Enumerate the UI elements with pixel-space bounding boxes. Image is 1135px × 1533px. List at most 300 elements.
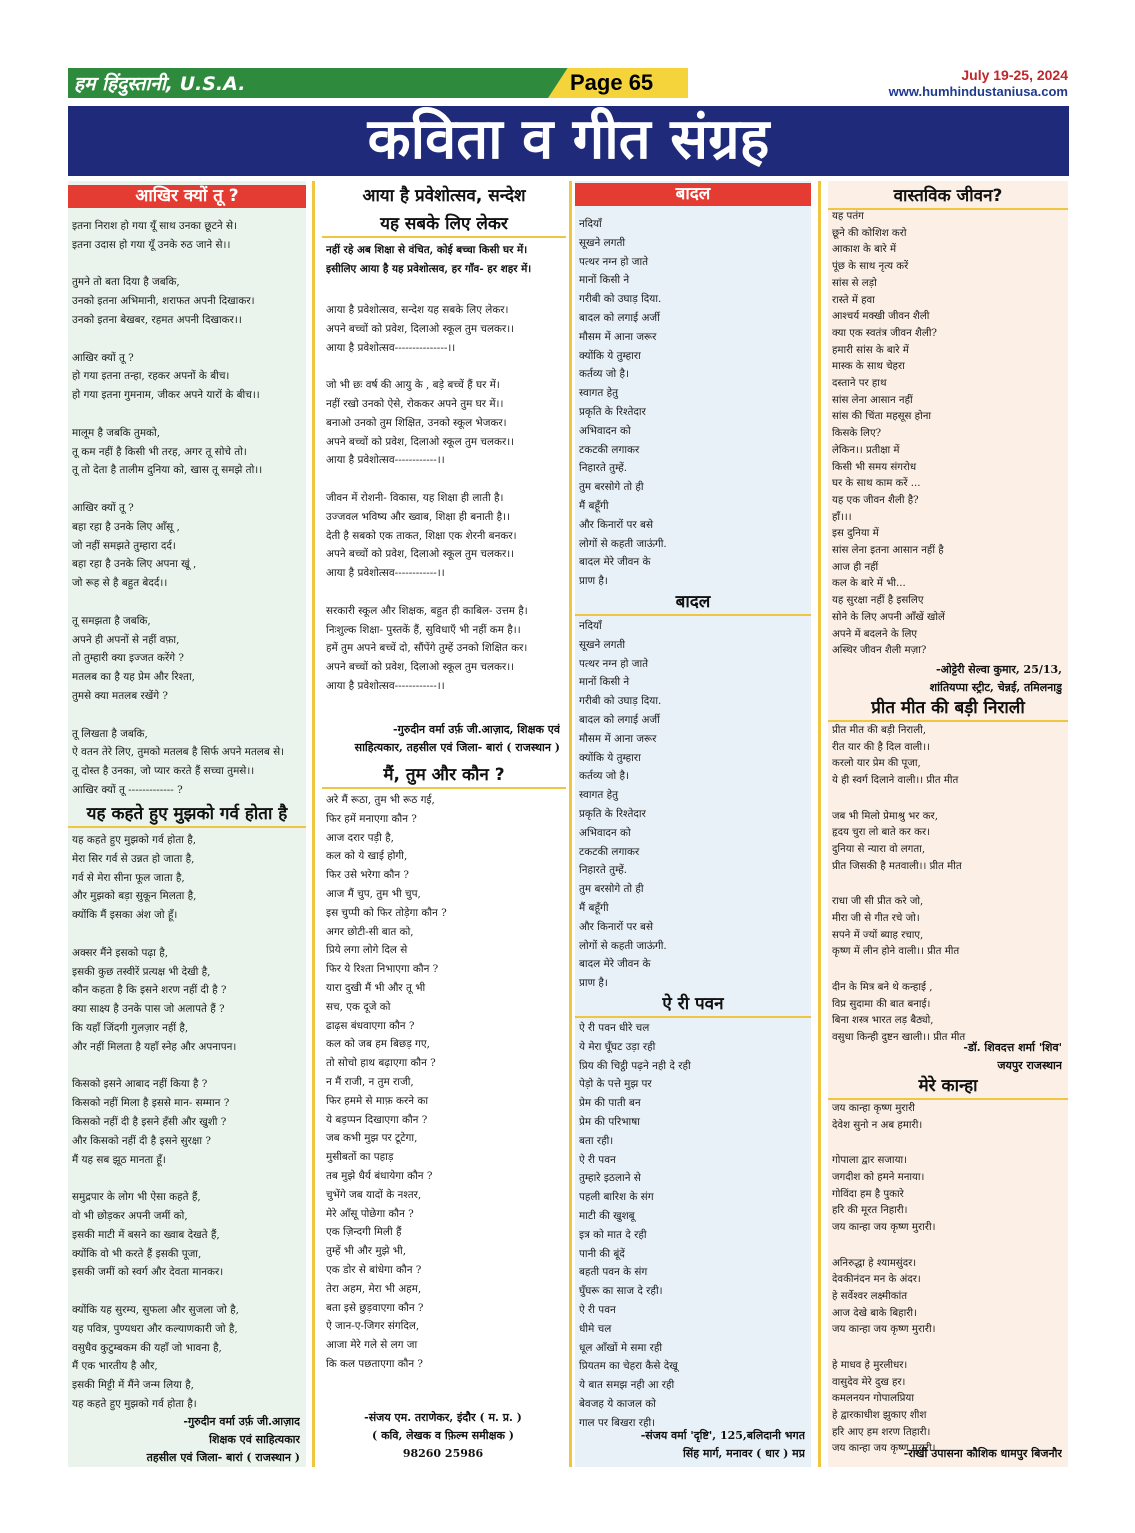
poem-line: स्वागत हेतु xyxy=(579,789,619,802)
poem-line: चुभेंगे जब यादों के नश्तर, xyxy=(326,1188,422,1201)
poem-line: इसकी माटी में बसने का ख्वाब देखते हैं, xyxy=(72,1228,220,1241)
poem-line: ढाढ़स बंधवाएगा कौन ? xyxy=(326,1019,415,1032)
poem-line: मास्क के साथ चेहरा xyxy=(832,361,905,373)
poem-line: टकटकी लगाकर xyxy=(579,845,640,858)
poem-line: तू दोस्त है उनका, जो प्यार करते हैं सच्चा तुमसे।। xyxy=(72,765,255,778)
poem-line: आज दरार पड़ी है, xyxy=(326,831,394,844)
poem-line: अभिवादन को xyxy=(579,826,631,839)
poem-line: बादल मेरे जीवन के xyxy=(579,556,651,569)
poem-line: बहती पवन के संग xyxy=(579,1266,648,1279)
poem-line: मैं एक भारतीय है और, xyxy=(72,1360,158,1373)
poem-line: प्रेम की पाती बन xyxy=(579,1097,641,1110)
poem-line: आया है प्रवेशोत्सव------------।। xyxy=(326,567,445,580)
credit-line: -राखी उपासना कौशिक धामपुर बिजनौर xyxy=(903,1447,1062,1460)
poem-line: हो गया इतना गुमनाम, जीकर अपने यारों के बीच।। xyxy=(72,389,260,402)
poem-line: आज मैं चुप, तुम भी चुप, xyxy=(326,887,421,900)
poem-line: यह कहते हुए मुझको गर्व होता है, xyxy=(72,834,197,846)
poem-line: ये बड़प्पन दिखाएगा कौन ? xyxy=(326,1113,428,1126)
poem-line xyxy=(72,405,302,424)
poem-line: निहारते तुम्हें. xyxy=(579,462,628,475)
poem-line: गरीबी को उघाड़ दिया. xyxy=(579,293,662,306)
poem-line: वसुधा किन्ही दुष्टन खाली।। प्रीत मीत xyxy=(832,1031,966,1043)
poem-line: प्राण है। xyxy=(579,575,608,588)
poem-title-preet: प्रीत मीत की बड़ी निराली xyxy=(828,697,1068,722)
poem-line: निहारते तुम्हें. xyxy=(579,864,628,877)
poem-line: कर्तव्य जो है। xyxy=(579,368,629,381)
poem-line xyxy=(326,583,562,602)
poem-line: प्रियतम का चेहरा कैसे देखू xyxy=(579,1360,678,1373)
poem-badal-1 xyxy=(579,215,807,591)
poem-line: मेरे आँसू पोछेगा कौन ? xyxy=(326,1207,414,1220)
credit-kanha xyxy=(832,1445,1062,1463)
poem-line: किसको इसने आबाद नहीं किया है ? xyxy=(72,1078,208,1091)
poem-line: जय कान्हा जय कृष्ण मुरारी। xyxy=(832,1222,936,1234)
poem-line: आया है प्रवेशोत्सव, सन्देश यह सबके लिए लेकर। xyxy=(326,304,509,316)
poem-line: सपने में ज्यों ब्याह रचाए, xyxy=(832,929,924,941)
credit-main xyxy=(326,1409,560,1463)
poem-line: हमारी सांस के बारे में xyxy=(832,344,909,356)
poem-line: नदियाँ xyxy=(579,620,602,632)
poem-line: इसकी मिट्टी में मैंने जन्म लिया है, xyxy=(72,1379,194,1392)
poem-line: तू लिखता है जबकि, xyxy=(72,727,148,740)
credit-line: शांतियप्पा स्ट्रीट, चेन्नई, तमिलनाडु xyxy=(929,681,1062,694)
poem-line: सांस से लड़ो xyxy=(832,277,877,289)
poem-line: किसके लिए? xyxy=(832,428,882,440)
poem-preet xyxy=(832,723,1064,1047)
poem-line: हरि आए हम शरण तिहारी। xyxy=(832,1426,931,1438)
poem-line: रीत यार की है दिल वाली।। xyxy=(832,741,930,753)
poem-line: नहीं रखो उनको ऐसे, रोककर अपने तुम घर में।। xyxy=(326,397,504,410)
poem-line: पूंछ के साथ नृत्य करें xyxy=(832,261,909,273)
poem-line: ये ही स्वर्ग दिलाने वाली।। प्रीत मीत xyxy=(832,775,959,787)
poem-line: आजा मेरे गले से लग जा xyxy=(326,1339,418,1352)
poem-line: मानों किसी ने xyxy=(579,274,630,287)
poem-line: जब भी मिलो प्रेमाश्रु भर कर, xyxy=(832,810,938,822)
poem-line: प्रीत मीत की बड़ी निराली, xyxy=(832,725,926,736)
poem-line: अपने बच्चों को प्रवेश, दिलाओ स्कूल तुम चलकर।। xyxy=(326,322,515,335)
poem-line: सूखने लगती xyxy=(579,638,626,651)
poem-line: उनको इतना बेखबर, रहमत अपनी दिखाकर।। xyxy=(72,313,242,326)
poem-line: इस चुप्पी को फिर तोड़ेगा कौन ? xyxy=(326,906,447,919)
poem-line: यह पतंग xyxy=(832,211,864,222)
poem-line: क्योंकि ये तुम्हारा xyxy=(579,751,641,764)
poem-line: ऐ री पवन xyxy=(579,1303,616,1316)
poem-line: फिर ये रिश्ता निभाएगा कौन ? xyxy=(326,963,439,976)
credit-line: साहित्यकार, तहसील एवं जिला- बारां ( राजस्थान ) xyxy=(354,741,560,754)
poem-line: घर के साथ काम करें ... xyxy=(832,478,921,490)
poem-line: घुँघरू का साज दे रही। xyxy=(579,1285,663,1298)
poem-line: अपने बच्चों को प्रवेश, दिलाओ स्कूल तुम चलकर।। xyxy=(326,661,515,674)
poem-subhead-praveshotsav xyxy=(326,241,562,279)
poem-line: मानों किसी ने xyxy=(579,676,630,689)
poem-line: मौसम में आना जरूर xyxy=(579,732,657,745)
poem-line: लोगों से कहती जाऊंगी. xyxy=(579,939,667,952)
poem-line: हाँ।।। xyxy=(832,511,852,523)
credit-line: -ओट्टेरी सेल्वा कुमार, 25/13, xyxy=(935,663,1062,676)
poem-line: जो भी छः वर्ष की आयु के , बड़े बच्चें हैं घर में। xyxy=(326,379,500,392)
poem-line: ऐ जान-ए-जिगर संगदिल, xyxy=(326,1320,420,1333)
poem-line: विप्र सुदामा की बात बनाई। xyxy=(832,998,931,1010)
credit-line: 98260 25986 xyxy=(402,1447,484,1460)
poem-line: हो गया इतना तन्हा, रहकर अपनों के बीच। xyxy=(72,370,230,383)
poem-pawan xyxy=(579,1019,807,1433)
poem-line: प्रिय की चिट्ठी पढ़ने नही दे रही xyxy=(579,1059,691,1072)
poem-line: कल को जब हम बिछड़ गए, xyxy=(326,1038,430,1051)
poem-line: यह कहते हुए मुझको गर्व होता है। xyxy=(72,1397,197,1410)
poem-line: प्रकृति के रिश्तेदार xyxy=(579,405,646,418)
poem-title-jeevan: वास्तविक जीवन? xyxy=(828,185,1068,210)
poem-line xyxy=(72,1282,302,1301)
poem-line: आया है प्रवेशोत्सव---------------।। xyxy=(326,341,456,354)
poem-line xyxy=(832,961,1064,980)
subhead-line: नहीं रहे अब शिक्षा से वंचित, कोई बच्चा किसी घर में। xyxy=(326,244,528,256)
poem-line: दस्ताने पर हाथ xyxy=(832,378,887,390)
poem-line: कल के बारे में भी... xyxy=(832,578,906,590)
credit-line: सिंह मार्ग, मनावर ( धार ) मप्र xyxy=(682,1447,805,1460)
poem-line: पत्थर नग्न हो जाते xyxy=(579,657,649,670)
poem-line: सरकारी स्कूल और शिक्षक, बहुत ही काबिल- उत्तम है। xyxy=(326,604,528,617)
poem-line: हमें तुम अपने बच्चें दो, सौंपेंगे तुम्हें उनको शिक्षित कर। xyxy=(326,642,528,655)
poem-line: कल को ये खाई होगी, xyxy=(326,850,408,863)
subhead-line: इसीलिए आया है यह प्रवेशोत्सव, हर गाँव- हर शहर में। xyxy=(326,263,532,275)
section-title: कविता व गीत संग्रह xyxy=(367,107,770,172)
credit-pawan xyxy=(579,1427,805,1463)
poem-line: देवेश सुनो न अब हमारी। xyxy=(832,1119,923,1131)
poem-line xyxy=(72,480,302,499)
poem-line xyxy=(832,1134,1064,1153)
poem-title-kanha: मेरे कान्हा xyxy=(828,1075,1068,1100)
poem-line: तू कम नहीं है किसी भी तरह, अगर तू सोचे तो। xyxy=(72,445,247,458)
poem-line: बहा रहा है उनके लिए अपना खूं , xyxy=(72,558,197,571)
poem-line: जय कान्हा कृष्ण मुरारी xyxy=(832,1103,915,1114)
poem-line: कर्तव्य जो है। xyxy=(579,770,629,783)
poem-line: तुम बरसोगे तो ही xyxy=(579,481,644,494)
poem-line: प्रकृति के रिश्तेदार xyxy=(579,807,646,820)
poem-line: ये मेरा घूँघट उड़ा रही xyxy=(579,1040,656,1053)
poem-line: तुमने तो बता दिया है जबकि, xyxy=(72,276,180,289)
poem-line: उनको इतना अभिमानी, शराफत अपनी दिखाकर। xyxy=(72,295,255,308)
poem-line: नदियाँ xyxy=(579,218,602,230)
poem-line: बादल को लगाई अर्जी xyxy=(579,713,660,726)
poem-main xyxy=(326,791,562,1374)
poem-line: तुम बरसोगे तो ही xyxy=(579,883,644,896)
poem-line: हे सर्वेश्वर लक्ष्मीकांत xyxy=(832,1290,908,1302)
poem-line: हे द्वारकाधीश झुकाए शीश xyxy=(832,1409,927,1421)
poem-line xyxy=(72,255,302,274)
poem-line: प्रेम की परिभाषा xyxy=(579,1115,640,1128)
poem-line: अभिवादन को xyxy=(579,424,631,437)
poem-line: आज देखे बाके बिहारी। xyxy=(832,1307,917,1319)
poem-line: प्राण है। xyxy=(579,977,608,990)
website-link[interactable]: www.humhindustaniusa.com xyxy=(888,84,1068,99)
poem-line: एक ज़िन्दगी मिली हैं xyxy=(326,1226,402,1239)
poem-line: जीवन में रोशनी- विकास, यह शिक्षा ही लाती है। xyxy=(326,491,504,504)
poem-line: किसको नहीं मिला है इससे मान- सम्मान ? xyxy=(72,1097,230,1110)
poem-line: मेरा सिर गर्व से उन्नत हो जाता है, xyxy=(72,852,195,865)
poem-line: कौन कहता है कि इसने शरण नहीं दी है ? xyxy=(72,984,227,997)
column-2 xyxy=(322,181,566,1467)
poem-line: क्योंकि मैं इसका अंश जो हूँ। xyxy=(72,909,178,922)
poem-line: आकाश के बारे में xyxy=(832,244,897,256)
poem-line: अनिरुद्धा हे श्यामसुंदर। xyxy=(832,1257,917,1269)
poem-line: कमलनयन गोपालप्रिया xyxy=(832,1393,914,1405)
poem-line: ऐ वतन तेरे लिए, तुमको मतलब है सिर्फ अपने मतलब से। xyxy=(72,746,285,759)
credit-line: -गुरुदीन वर्मा उर्फ़ जी.आज़ाद, शिक्षक एवं xyxy=(393,723,560,736)
poem-line: इत्र को मात दे रही xyxy=(579,1228,647,1241)
poem-line xyxy=(832,1339,1064,1358)
poem-line: गरीबी को उघाड़ दिया. xyxy=(579,695,662,708)
poem-line xyxy=(72,925,302,944)
poem-line: तेरा अहम, मेरा भी अहम, xyxy=(326,1282,422,1295)
poem-line: अपने में बदलने के लिए xyxy=(832,628,918,640)
poem-line: जय कान्हा जय कृष्ण मुरारी। xyxy=(832,1324,936,1336)
poem-line: सोने के लिए अपनी आँखें खोलें xyxy=(832,611,945,623)
poem-line: यह सुरक्षा नहीं है इसलिए xyxy=(832,595,924,607)
poem-title-praveshotsav-2: यह सबके लिए लेकर xyxy=(322,213,566,238)
poem-line: निःशुल्क शिक्षा- पुस्तकें हैं, सुविधाएँ भी नहीं कम है।। xyxy=(326,623,521,636)
poem-line: फिर हमें मनाएगा कौन ? xyxy=(326,812,417,825)
poem-line: मैं यह सब झूठ मानता हूँ। xyxy=(72,1153,166,1166)
poem-line: मालूम है जबकि तुमको, xyxy=(72,426,161,439)
poem-line: बता इसे छुड़वाएगा कौन ? xyxy=(326,1301,424,1314)
column-3 xyxy=(575,181,811,1467)
poem-line: कृष्ण में लीन होने वाली।। प्रीत मीत xyxy=(832,946,960,958)
poem-line: क्योंकि ये तुम्हारा xyxy=(579,349,641,362)
column-1 xyxy=(68,181,306,1467)
poem-line: समुद्रपार के लोग भी ऐसा कहते हैं, xyxy=(72,1191,201,1204)
poem-line: और नहीं मिलता है यहाँ स्नेह और अपनापन। xyxy=(72,1040,237,1053)
credit-praveshotsav xyxy=(326,721,560,757)
column-divider xyxy=(312,181,315,1467)
poem-line: सांस की चिंता महसूस होना xyxy=(832,411,931,423)
poem-line: अपने ही अपनों से नहीं वफ़ा, xyxy=(72,633,180,646)
poem-line: क्योंकि वो भी करते हैं इसकी पूजा, xyxy=(72,1247,202,1260)
credit-line: जयपुर राजस्थान xyxy=(997,1059,1062,1072)
poem-line: यह एक जीवन शैली है? xyxy=(832,494,919,506)
poem-line: तब मुझे धैर्य बंधायेगा कौन ? xyxy=(326,1169,433,1182)
page-number: Page 65 xyxy=(570,70,654,95)
poem-line: राधा जी सी प्रीत करे जो, xyxy=(832,896,924,908)
poem-line: मैं बहूँगी xyxy=(579,901,609,914)
poem-line: देती है सबको एक ताकत, शिक्षा एक शेरनी बनकर। xyxy=(326,529,517,542)
poem-line: बहा रहा है उनके लिए आँसू , xyxy=(72,520,180,533)
poem-line: पेड़ो के पत्ते मुझ पर xyxy=(579,1078,652,1091)
poem-line: अस्थिर जीवन शैली मज़ा? xyxy=(832,645,927,657)
poem-line: अगर छोटी-सी बात को, xyxy=(326,925,414,938)
poem-garv xyxy=(72,831,302,1414)
poem-line: तू समझता है जबकि, xyxy=(72,614,151,627)
poem-line: दीन के मित्र बने थे कन्हाई , xyxy=(832,981,933,993)
poem-line: और किसको नहीं दी है इसने सुरक्षा ? xyxy=(72,1134,211,1147)
poem-title-praveshotsav-1: आया है प्रवेशोत्सव, सन्देश xyxy=(362,186,526,206)
poem-line xyxy=(832,790,1064,809)
poem-line: पानी की बूंदें xyxy=(579,1247,625,1260)
poem-line: क्योंकि यह सुरम्य, सुफला और सुजला जो है, xyxy=(72,1303,239,1316)
poem-line: वासुदेव मेरे दुख हर। xyxy=(832,1376,906,1388)
poem-title-garv: यह कहते हुए मुझको गर्व होता है xyxy=(68,803,306,828)
credit-line: -गुरुदीन वर्मा उर्फ़ जी.आज़ाद xyxy=(183,1415,300,1428)
poem-line: यारा दुखी मैं भी और तू भी xyxy=(326,981,426,994)
poem-praveshotsav xyxy=(326,301,562,696)
poem-line xyxy=(72,706,302,725)
poem-line: गोविंदा हम है पुकारे xyxy=(832,1188,904,1200)
poem-line: जो नहीं समझते तुम्हारा दर्द। xyxy=(72,539,176,552)
poem-line: उज्जवल भविष्य और ख्वाब, शिक्षा ही बनाती है।। xyxy=(326,510,510,523)
poem-line: जगदीश को हमने मनाया। xyxy=(832,1171,925,1183)
poem-line: सांस लेना इतना आसान नहीं है xyxy=(832,545,944,557)
poem-line: और किनारों पर बसे xyxy=(579,920,653,933)
poem-line: प्रीत जिसकी है मतवाली।। प्रीत मीत xyxy=(832,860,962,872)
credit-preet xyxy=(832,1039,1062,1075)
poem-line: अक्सर मैंने इसको पढ़ा है, xyxy=(72,946,169,959)
poem-line: मुसीबतों का पहाड़ xyxy=(326,1151,394,1164)
poem-line: देवकीनंदन मन के अंदर। xyxy=(832,1274,921,1286)
poem-line: अपने बच्चों को प्रवेश, दिलाओ स्कूल तुम चलकर।। xyxy=(326,548,515,561)
poem-line: आखिर क्यों तू ? xyxy=(72,501,134,514)
poem-line: ऐ री पवन धीरे चल xyxy=(579,1022,650,1034)
poem-line: इतना उदास हो गया यूँ उनके रुठ जाने से।। xyxy=(72,238,231,251)
poem-kanha xyxy=(832,1101,1064,1458)
poem-line: यह पवित्र, पुण्यधरा और कल्याणकारी जो है, xyxy=(72,1322,238,1335)
poem-line xyxy=(832,875,1064,894)
poem-line: आखिर क्यों तू ? xyxy=(72,351,134,364)
poem-title-badal-1: बादल xyxy=(575,183,811,206)
poem-line: धीमे चल xyxy=(579,1322,612,1335)
poem-line: तुम्हारे इठलाने से xyxy=(579,1172,641,1185)
poem-line: किसको नहीं दी है इसने हँसी और खुशी ? xyxy=(72,1115,227,1128)
poem-line: आखिर क्यों तू ------------- ? xyxy=(72,783,183,796)
poem-line: जो रूह से है बहुत बेदर्द।। xyxy=(72,577,168,590)
credit-garv xyxy=(72,1413,300,1467)
poem-line: तो सोचो हाथ बढ़ाएगा कौन ? xyxy=(326,1057,436,1070)
credit-line: -संजय वर्मा 'दृष्टि', 125,बलिदानी भगत xyxy=(640,1429,805,1442)
poem-line: स्वागत हेतु xyxy=(579,387,619,400)
poem-line: आया है प्रवेशोत्सव------------।। xyxy=(326,679,445,692)
poem-line: हे माधव हे मुरलीधर। xyxy=(832,1359,908,1371)
poem-line xyxy=(72,1057,302,1076)
credit-line: -डॉ. शिवदत्त शर्मा 'शिव' xyxy=(963,1041,1062,1054)
poem-line: इस दुनिया में xyxy=(832,528,879,540)
poem-line xyxy=(72,1169,302,1188)
poem-line: करलो यार प्रेम की पूजा, xyxy=(832,758,921,770)
poem-line: मतलब का है यह प्रेम और रिश्ता, xyxy=(72,671,195,684)
poem-line: आया है प्रवेशोत्सव------------।। xyxy=(326,454,445,467)
poem-line: एक डोर से बांधेगा कौन ? xyxy=(326,1263,422,1276)
poem-line: पहली बारिश के संग xyxy=(579,1191,654,1204)
poem-line: आज ही नहीं xyxy=(832,561,879,573)
poem-line: आश्चर्य मक्खी जीवन शैली xyxy=(832,311,930,323)
poem-line: कि यहाँ जिंदगी गुलज़ार नहीं है, xyxy=(72,1021,189,1034)
poem-line: गाल पर बिखरा रही। xyxy=(579,1416,656,1429)
poem-line: हरि की मूरत निहारी। xyxy=(832,1205,908,1217)
column-divider xyxy=(569,181,572,1467)
poem-aakhir xyxy=(72,217,302,800)
poem-line: प्रिये लगा लोगे दिल से xyxy=(326,944,408,957)
credit-line: -संजय एम. तराणेकर, इंदौर ( म. प्र. ) xyxy=(364,1411,522,1424)
poem-line: पत्थर नग्न हो जाते xyxy=(579,255,649,268)
column-4 xyxy=(828,181,1068,1467)
poem-line: इसकी कुछ तस्वीरें प्रत्यक्ष भी देखी है, xyxy=(72,965,211,978)
poem-line: वसुधैव कुटुम्बकम की यहाँ जो भावना है, xyxy=(72,1341,222,1354)
poem-line: कि कल पछताएगा कौन ? xyxy=(326,1357,424,1370)
publication-name: हम हिंदुस्तानी, U.S.A. xyxy=(74,73,246,95)
poem-line: बता रही। xyxy=(579,1134,614,1147)
poem-line: बिना शस्त्र भारत लड़ बैठ्यो, xyxy=(832,1015,934,1027)
poem-line: हृदय चुरा लो बाते कर कर। xyxy=(832,827,931,839)
poem-line: टकटकी लगाकर xyxy=(579,443,640,456)
poem-title-main: मैं, तुम और कौन ? xyxy=(322,764,566,789)
poem-line: सच, एक दूजे को xyxy=(326,1000,391,1013)
poem-line: मैं बहूँगी xyxy=(579,499,609,512)
poem-line: गर्व से मेरा सीना फूल जाता है, xyxy=(72,871,185,884)
poem-line: रास्ते में हवा xyxy=(832,294,875,306)
poem-line xyxy=(72,330,302,349)
poem-line: सांस लेना आसान नहीं xyxy=(832,394,913,406)
poem-jeevan xyxy=(832,209,1064,660)
poem-line xyxy=(326,470,562,489)
poem-line xyxy=(326,357,562,376)
poem-line: माटी की खुशबू xyxy=(579,1209,635,1222)
poem-title-badal-2: बादल xyxy=(575,591,811,616)
poem-line: तुमसे क्या मतलब रखेंगे ? xyxy=(72,689,168,702)
credit-line: ( कवि, लेखक व फ़िल्म समीक्षक ) xyxy=(372,1429,514,1442)
poem-line: बादल को लगाई अर्जी xyxy=(579,311,660,324)
poem-line xyxy=(72,593,302,612)
poem-line: क्या एक स्वतंत्र जीवन शैली? xyxy=(832,327,937,339)
poem-line: अरे मैं रूठा, तुम भी रूठ गई, xyxy=(326,794,435,806)
poem-line: दुनिया से न्यारा वो लगता, xyxy=(832,844,926,856)
poem-title-aakhir: आखिर क्यों तू ? xyxy=(68,185,306,208)
poem-line: जय कान्हा जय कृष्ण मुरारी। xyxy=(832,1443,936,1455)
poem-line xyxy=(832,1237,1064,1256)
poem-line: तू तो देता है तालीम दुनिया को, खास तू समझे तो।। xyxy=(72,464,263,477)
poem-line: गोपाला द्वार सजाया। xyxy=(832,1155,907,1167)
poem-line: इतना निराश हो गया यूँ साथ उनका छूटने से। xyxy=(72,220,237,232)
credit-line: शिक्षक एवं साहित्यकार xyxy=(209,1433,300,1446)
poem-line: फिर उसे भरेगा कौन ? xyxy=(326,869,409,882)
issue-date: July 19-25, 2024 xyxy=(961,67,1068,83)
poem-line: बादल मेरे जीवन के xyxy=(579,958,651,971)
poem-line: और किनारों पर बसे xyxy=(579,518,653,531)
poem-line: अपने बच्चों को प्रवेश, दिलाओ स्कूल तुम चलकर।। xyxy=(326,435,515,448)
poem-line: न मैं राजी, न तुम राजी, xyxy=(326,1075,414,1088)
column-divider xyxy=(818,181,821,1467)
poem-line: सूखने लगती xyxy=(579,236,626,249)
poem-line: क्या साक्ष्य है उनके पास जो अलापते हैं ? xyxy=(72,1003,225,1016)
poem-title-pawan: ऐ री पवन xyxy=(575,993,811,1018)
credit-line: तहसील एवं जिला- बारां ( राजस्थान ) xyxy=(146,1451,300,1464)
poem-line: इसकी जमीं को स्वर्ग और देवता मानकर। xyxy=(72,1266,224,1279)
poem-line: लेकिन।। प्रतीक्षा में xyxy=(832,444,900,456)
poem-line: जब कभी मुझ पर टूटेगा, xyxy=(326,1132,418,1145)
poem-line: मौसम में आना जरूर xyxy=(579,330,657,343)
poem-line: लोगों से कहती जाऊंगी. xyxy=(579,537,667,550)
poem-line: ये बात समझ नही आ रही xyxy=(579,1379,675,1392)
poem-line: फिर हममे से माफ़ करने का xyxy=(326,1094,429,1107)
poem-line: धूल आँखों मे समा रही xyxy=(579,1341,663,1354)
poem-line: ऐ री पवन xyxy=(579,1153,616,1166)
poem-line: तुम्हें भी और मुझे भी, xyxy=(326,1245,407,1258)
poem-line: छूने की कोशिश करो xyxy=(832,227,907,239)
poem-line: बनाओ उनको तुम शिक्षित, उनको स्कूल भेजकर। xyxy=(326,416,507,429)
poem-line: बेवजह ये काजल को xyxy=(579,1397,656,1410)
poem-badal-2 xyxy=(579,617,807,993)
poem-line: मीरा जी से गीत रचे जो। xyxy=(832,912,920,924)
poem-line: और मुझको बड़ा सुकून मिलता है, xyxy=(72,890,197,903)
poem-line: तो तुम्हारी क्या इज्जत करेंगे ? xyxy=(72,652,184,665)
poem-line: किसी भी समय संगरोध xyxy=(832,461,917,473)
credit-jeevan xyxy=(832,661,1062,697)
